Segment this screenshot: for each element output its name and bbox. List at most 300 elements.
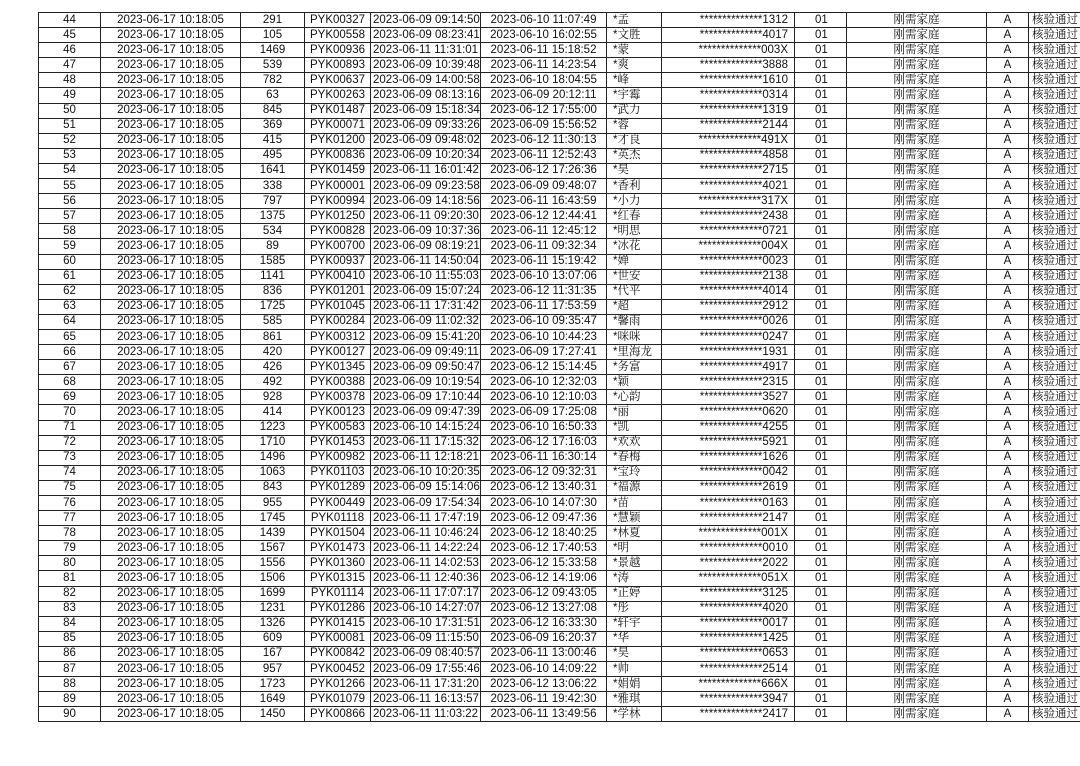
cell-type: 01	[795, 345, 847, 360]
cell-type: 01	[795, 239, 847, 254]
cell-name: *帅	[607, 662, 662, 677]
cell-id-number: **************317X	[662, 194, 795, 209]
cell-level: A	[987, 28, 1029, 43]
cell-apply-time: 2023-06-11 11:31:01	[371, 43, 481, 58]
cell-type: 01	[795, 496, 847, 511]
cell-id-number: **************2619	[662, 480, 795, 495]
cell-apply-time: 2023-06-09 08:23:41	[371, 28, 481, 43]
cell-verify-time: 2023-06-12 17:16:03	[481, 435, 607, 450]
cell-id-number: **************003X	[662, 43, 795, 58]
cell-verify-time: 2023-06-10 10:44:23	[481, 329, 607, 344]
cell-level: A	[987, 662, 1029, 677]
cell-index: 69	[39, 390, 101, 405]
cell-sequence: 955	[241, 496, 305, 511]
cell-level: A	[987, 465, 1029, 480]
cell-type: 01	[795, 435, 847, 450]
cell-publish-time: 2023-06-17 10:18:05	[101, 179, 241, 194]
cell-verify-time: 2023-06-12 11:30:13	[481, 133, 607, 148]
cell-code: PYK00937	[305, 254, 371, 269]
cell-id-number: **************4017	[662, 28, 795, 43]
cell-index: 75	[39, 480, 101, 495]
table-row	[39, 163, 1080, 178]
cell-type: 01	[795, 28, 847, 43]
cell-verify-time: 2023-06-11 17:53:59	[481, 299, 607, 314]
cell-type: 01	[795, 511, 847, 526]
cell-status: 核验通过	[1029, 209, 1080, 224]
cell-level: A	[987, 284, 1029, 299]
document-sheet	[38, 12, 1078, 722]
cell-level: A	[987, 390, 1029, 405]
cell-type: 01	[795, 420, 847, 435]
cell-name: *明思	[607, 224, 662, 239]
record-table	[38, 12, 1080, 722]
cell-name: *蒙	[607, 43, 662, 58]
cell-publish-time: 2023-06-17 10:18:05	[101, 58, 241, 73]
table-row	[39, 133, 1080, 148]
cell-verify-time: 2023-06-12 17:26:36	[481, 163, 607, 178]
cell-category: 刚需家庭	[847, 662, 987, 677]
cell-publish-time: 2023-06-17 10:18:05	[101, 571, 241, 586]
table-row	[39, 28, 1080, 43]
cell-category: 刚需家庭	[847, 269, 987, 284]
cell-category: 刚需家庭	[847, 435, 987, 450]
cell-type: 01	[795, 194, 847, 209]
cell-apply-time: 2023-06-09 09:49:11	[371, 345, 481, 360]
cell-apply-time: 2023-06-09 09:50:47	[371, 360, 481, 375]
cell-publish-time: 2023-06-17 10:18:05	[101, 360, 241, 375]
cell-type: 01	[795, 405, 847, 420]
cell-name: *娟娟	[607, 677, 662, 692]
cell-id-number: **************0247	[662, 329, 795, 344]
cell-type: 01	[795, 299, 847, 314]
cell-category: 刚需家庭	[847, 254, 987, 269]
cell-status: 核验通过	[1029, 133, 1080, 148]
cell-name: *馨雨	[607, 314, 662, 329]
cell-name: *慧颖	[607, 511, 662, 526]
cell-category: 刚需家庭	[847, 496, 987, 511]
table-row	[39, 345, 1080, 360]
cell-publish-time: 2023-06-17 10:18:05	[101, 284, 241, 299]
cell-level: A	[987, 345, 1029, 360]
cell-code: PYK00452	[305, 662, 371, 677]
cell-code: PYK01289	[305, 480, 371, 495]
cell-apply-time: 2023-06-09 15:41:20	[371, 329, 481, 344]
cell-verify-time: 2023-06-12 11:31:35	[481, 284, 607, 299]
cell-status: 核验通过	[1029, 390, 1080, 405]
cell-status: 核验通过	[1029, 707, 1080, 722]
cell-publish-time: 2023-06-17 10:18:05	[101, 511, 241, 526]
cell-name: *春梅	[607, 450, 662, 465]
cell-verify-time: 2023-06-10 13:07:06	[481, 269, 607, 284]
cell-publish-time: 2023-06-17 10:18:05	[101, 224, 241, 239]
cell-publish-time: 2023-06-17 10:18:05	[101, 163, 241, 178]
cell-type: 01	[795, 631, 847, 646]
cell-apply-time: 2023-06-11 11:03:22	[371, 707, 481, 722]
cell-category: 刚需家庭	[847, 707, 987, 722]
cell-type: 01	[795, 541, 847, 556]
cell-apply-time: 2023-06-11 14:02:53	[371, 556, 481, 571]
cell-sequence: 369	[241, 118, 305, 133]
cell-publish-time: 2023-06-17 10:18:05	[101, 209, 241, 224]
cell-apply-time: 2023-06-09 09:47:39	[371, 405, 481, 420]
cell-status: 核验通过	[1029, 662, 1080, 677]
cell-apply-time: 2023-06-11 10:46:24	[371, 526, 481, 541]
cell-status: 核验通过	[1029, 148, 1080, 163]
cell-sequence: 1725	[241, 299, 305, 314]
cell-index: 82	[39, 586, 101, 601]
cell-name: *冰花	[607, 239, 662, 254]
cell-status: 核验通过	[1029, 13, 1080, 28]
cell-category: 刚需家庭	[847, 103, 987, 118]
cell-publish-time: 2023-06-17 10:18:05	[101, 435, 241, 450]
cell-level: A	[987, 179, 1029, 194]
cell-type: 01	[795, 646, 847, 661]
table-row	[39, 58, 1080, 73]
table-row	[39, 405, 1080, 420]
cell-sequence: 105	[241, 28, 305, 43]
cell-verify-time: 2023-06-11 14:23:54	[481, 58, 607, 73]
cell-id-number: **************001X	[662, 526, 795, 541]
cell-category: 刚需家庭	[847, 480, 987, 495]
cell-index: 70	[39, 405, 101, 420]
cell-level: A	[987, 88, 1029, 103]
cell-level: A	[987, 194, 1029, 209]
cell-type: 01	[795, 677, 847, 692]
cell-code: PYK01453	[305, 435, 371, 450]
cell-level: A	[987, 631, 1029, 646]
cell-apply-time: 2023-06-11 17:31:42	[371, 299, 481, 314]
cell-sequence: 861	[241, 329, 305, 344]
cell-code: PYK00263	[305, 88, 371, 103]
cell-type: 01	[795, 556, 847, 571]
cell-apply-time: 2023-06-11 09:20:30	[371, 209, 481, 224]
cell-code: PYK01415	[305, 616, 371, 631]
table-row	[39, 329, 1080, 344]
cell-verify-time: 2023-06-10 16:50:33	[481, 420, 607, 435]
cell-verify-time: 2023-06-12 15:33:58	[481, 556, 607, 571]
cell-name: *峰	[607, 73, 662, 88]
cell-sequence: 539	[241, 58, 305, 73]
cell-sequence: 1223	[241, 420, 305, 435]
cell-code: PYK01250	[305, 209, 371, 224]
cell-status: 核验通过	[1029, 541, 1080, 556]
cell-id-number: **************2912	[662, 299, 795, 314]
cell-name: *超	[607, 299, 662, 314]
cell-category: 刚需家庭	[847, 375, 987, 390]
cell-name: *苗	[607, 496, 662, 511]
cell-level: A	[987, 616, 1029, 631]
cell-sequence: 782	[241, 73, 305, 88]
table-row	[39, 692, 1080, 707]
cell-category: 刚需家庭	[847, 58, 987, 73]
cell-status: 核验通过	[1029, 616, 1080, 631]
cell-apply-time: 2023-06-09 15:14:06	[371, 480, 481, 495]
cell-level: A	[987, 269, 1029, 284]
cell-verify-time: 2023-06-10 11:07:49	[481, 13, 607, 28]
cell-type: 01	[795, 616, 847, 631]
cell-index: 66	[39, 345, 101, 360]
cell-name: *小力	[607, 194, 662, 209]
table-row	[39, 450, 1080, 465]
cell-sequence: 1375	[241, 209, 305, 224]
cell-type: 01	[795, 179, 847, 194]
cell-level: A	[987, 239, 1029, 254]
cell-type: 01	[795, 254, 847, 269]
cell-publish-time: 2023-06-17 10:18:05	[101, 390, 241, 405]
cell-category: 刚需家庭	[847, 586, 987, 601]
cell-name: *凯	[607, 420, 662, 435]
cell-name: *颖	[607, 375, 662, 390]
cell-apply-time: 2023-06-09 09:48:02	[371, 133, 481, 148]
cell-name: *昊	[607, 163, 662, 178]
cell-publish-time: 2023-06-17 10:18:05	[101, 692, 241, 707]
cell-apply-time: 2023-06-09 09:23:58	[371, 179, 481, 194]
cell-category: 刚需家庭	[847, 616, 987, 631]
cell-apply-time: 2023-06-09 08:13:16	[371, 88, 481, 103]
cell-sequence: 1585	[241, 254, 305, 269]
cell-publish-time: 2023-06-17 10:18:05	[101, 420, 241, 435]
cell-category: 刚需家庭	[847, 194, 987, 209]
cell-sequence: 1723	[241, 677, 305, 692]
cell-code: PYK01345	[305, 360, 371, 375]
cell-verify-time: 2023-06-10 16:02:55	[481, 28, 607, 43]
cell-level: A	[987, 163, 1029, 178]
cell-publish-time: 2023-06-17 10:18:05	[101, 586, 241, 601]
cell-index: 71	[39, 420, 101, 435]
cell-id-number: **************0010	[662, 541, 795, 556]
cell-sequence: 338	[241, 179, 305, 194]
cell-apply-time: 2023-06-09 10:19:54	[371, 375, 481, 390]
cell-id-number: **************3947	[662, 692, 795, 707]
cell-id-number: **************2417	[662, 707, 795, 722]
cell-index: 62	[39, 284, 101, 299]
cell-status: 核验通过	[1029, 646, 1080, 661]
cell-level: A	[987, 58, 1029, 73]
cell-category: 刚需家庭	[847, 179, 987, 194]
cell-sequence: 492	[241, 375, 305, 390]
cell-type: 01	[795, 375, 847, 390]
cell-code: PYK00936	[305, 43, 371, 58]
cell-name: *蓉	[607, 118, 662, 133]
table-row	[39, 284, 1080, 299]
cell-index: 77	[39, 511, 101, 526]
cell-apply-time: 2023-06-09 09:33:26	[371, 118, 481, 133]
cell-apply-time: 2023-06-09 17:55:46	[371, 662, 481, 677]
cell-index: 45	[39, 28, 101, 43]
cell-index: 44	[39, 13, 101, 28]
cell-publish-time: 2023-06-17 10:18:05	[101, 118, 241, 133]
cell-status: 核验通过	[1029, 73, 1080, 88]
table-row	[39, 435, 1080, 450]
table-row	[39, 254, 1080, 269]
cell-id-number: **************0023	[662, 254, 795, 269]
cell-code: PYK00284	[305, 314, 371, 329]
cell-apply-time: 2023-06-11 12:40:36	[371, 571, 481, 586]
cell-code: PYK00327	[305, 13, 371, 28]
cell-type: 01	[795, 58, 847, 73]
cell-code: PYK00388	[305, 375, 371, 390]
cell-category: 刚需家庭	[847, 329, 987, 344]
cell-level: A	[987, 360, 1029, 375]
cell-apply-time: 2023-06-10 10:20:35	[371, 465, 481, 480]
cell-publish-time: 2023-06-17 10:18:05	[101, 616, 241, 631]
cell-code: PYK00001	[305, 179, 371, 194]
cell-apply-time: 2023-06-11 12:18:21	[371, 450, 481, 465]
cell-status: 核验通过	[1029, 571, 1080, 586]
cell-apply-time: 2023-06-09 17:10:44	[371, 390, 481, 405]
cell-publish-time: 2023-06-17 10:18:05	[101, 254, 241, 269]
cell-sequence: 1469	[241, 43, 305, 58]
cell-apply-time: 2023-06-11 16:01:42	[371, 163, 481, 178]
cell-id-number: **************0017	[662, 616, 795, 631]
cell-apply-time: 2023-06-10 14:27:07	[371, 601, 481, 616]
table-row	[39, 480, 1080, 495]
cell-verify-time: 2023-06-12 18:40:25	[481, 526, 607, 541]
cell-index: 55	[39, 179, 101, 194]
cell-verify-time: 2023-06-10 12:32:03	[481, 375, 607, 390]
cell-name: *孟	[607, 13, 662, 28]
cell-id-number: **************2514	[662, 662, 795, 677]
cell-publish-time: 2023-06-17 10:18:05	[101, 405, 241, 420]
cell-level: A	[987, 209, 1029, 224]
cell-publish-time: 2023-06-17 10:18:05	[101, 450, 241, 465]
table-row	[39, 556, 1080, 571]
cell-code: PYK01473	[305, 541, 371, 556]
cell-publish-time: 2023-06-17 10:18:05	[101, 73, 241, 88]
table-row	[39, 631, 1080, 646]
cell-code: PYK00700	[305, 239, 371, 254]
cell-id-number: **************4014	[662, 284, 795, 299]
cell-id-number: **************0620	[662, 405, 795, 420]
cell-level: A	[987, 480, 1029, 495]
cell-index: 63	[39, 299, 101, 314]
table-row	[39, 299, 1080, 314]
table-row	[39, 646, 1080, 661]
cell-id-number: **************051X	[662, 571, 795, 586]
cell-verify-time: 2023-06-12 15:14:45	[481, 360, 607, 375]
cell-category: 刚需家庭	[847, 209, 987, 224]
cell-level: A	[987, 450, 1029, 465]
cell-apply-time: 2023-06-09 11:02:32	[371, 314, 481, 329]
cell-apply-time: 2023-06-09 14:18:56	[371, 194, 481, 209]
cell-category: 刚需家庭	[847, 571, 987, 586]
cell-id-number: **************2138	[662, 269, 795, 284]
cell-code: PYK00583	[305, 420, 371, 435]
table-row	[39, 601, 1080, 616]
cell-type: 01	[795, 73, 847, 88]
cell-verify-time: 2023-06-11 16:43:59	[481, 194, 607, 209]
cell-apply-time: 2023-06-09 11:15:50	[371, 631, 481, 646]
cell-id-number: **************3527	[662, 390, 795, 405]
table-row	[39, 179, 1080, 194]
cell-publish-time: 2023-06-17 10:18:05	[101, 631, 241, 646]
cell-sequence: 1231	[241, 601, 305, 616]
cell-verify-time: 2023-06-11 12:52:43	[481, 148, 607, 163]
cell-type: 01	[795, 586, 847, 601]
cell-category: 刚需家庭	[847, 43, 987, 58]
cell-verify-time: 2023-06-12 13:40:31	[481, 480, 607, 495]
cell-sequence: 585	[241, 314, 305, 329]
cell-id-number: **************0026	[662, 314, 795, 329]
cell-code: PYK01487	[305, 103, 371, 118]
cell-sequence: 1141	[241, 269, 305, 284]
cell-index: 48	[39, 73, 101, 88]
cell-code: PYK01504	[305, 526, 371, 541]
table-row	[39, 209, 1080, 224]
cell-type: 01	[795, 662, 847, 677]
cell-verify-time: 2023-06-11 16:30:14	[481, 450, 607, 465]
table-row	[39, 571, 1080, 586]
cell-publish-time: 2023-06-17 10:18:05	[101, 148, 241, 163]
cell-level: A	[987, 420, 1029, 435]
cell-sequence: 843	[241, 480, 305, 495]
cell-verify-time: 2023-06-11 15:19:42	[481, 254, 607, 269]
cell-category: 刚需家庭	[847, 646, 987, 661]
cell-level: A	[987, 571, 1029, 586]
cell-name: *文胜	[607, 28, 662, 43]
cell-id-number: **************2315	[662, 375, 795, 390]
cell-level: A	[987, 103, 1029, 118]
cell-name: *宝玲	[607, 465, 662, 480]
cell-verify-time: 2023-06-09 15:56:52	[481, 118, 607, 133]
cell-name: *欢欢	[607, 435, 662, 450]
cell-index: 80	[39, 556, 101, 571]
cell-level: A	[987, 601, 1029, 616]
cell-index: 47	[39, 58, 101, 73]
cell-category: 刚需家庭	[847, 405, 987, 420]
cell-level: A	[987, 677, 1029, 692]
cell-status: 核验通过	[1029, 405, 1080, 420]
cell-verify-time: 2023-06-12 09:47:36	[481, 511, 607, 526]
cell-category: 刚需家庭	[847, 239, 987, 254]
cell-index: 83	[39, 601, 101, 616]
cell-status: 核验通过	[1029, 435, 1080, 450]
cell-publish-time: 2023-06-17 10:18:05	[101, 707, 241, 722]
cell-publish-time: 2023-06-17 10:18:05	[101, 541, 241, 556]
cell-status: 核验通过	[1029, 28, 1080, 43]
cell-apply-time: 2023-06-11 14:22:24	[371, 541, 481, 556]
cell-level: A	[987, 299, 1029, 314]
cell-type: 01	[795, 329, 847, 344]
cell-apply-time: 2023-06-11 17:31:20	[371, 677, 481, 692]
cell-status: 核验通过	[1029, 43, 1080, 58]
cell-category: 刚需家庭	[847, 677, 987, 692]
cell-category: 刚需家庭	[847, 314, 987, 329]
cell-type: 01	[795, 209, 847, 224]
cell-id-number: **************2147	[662, 511, 795, 526]
cell-level: A	[987, 13, 1029, 28]
cell-level: A	[987, 556, 1029, 571]
cell-publish-time: 2023-06-17 10:18:05	[101, 662, 241, 677]
cell-type: 01	[795, 133, 847, 148]
table-row	[39, 43, 1080, 58]
cell-name: *宇霉	[607, 88, 662, 103]
cell-id-number: **************0721	[662, 224, 795, 239]
cell-verify-time: 2023-06-12 12:44:41	[481, 209, 607, 224]
cell-status: 核验通过	[1029, 586, 1080, 601]
cell-sequence: 89	[241, 239, 305, 254]
cell-name: *彤	[607, 601, 662, 616]
cell-verify-time: 2023-06-11 13:00:46	[481, 646, 607, 661]
table-row	[39, 541, 1080, 556]
table-row	[39, 148, 1080, 163]
cell-category: 刚需家庭	[847, 28, 987, 43]
cell-name: *丽	[607, 405, 662, 420]
cell-code: PYK01079	[305, 692, 371, 707]
cell-index: 50	[39, 103, 101, 118]
cell-sequence: 797	[241, 194, 305, 209]
cell-code: PYK00378	[305, 390, 371, 405]
